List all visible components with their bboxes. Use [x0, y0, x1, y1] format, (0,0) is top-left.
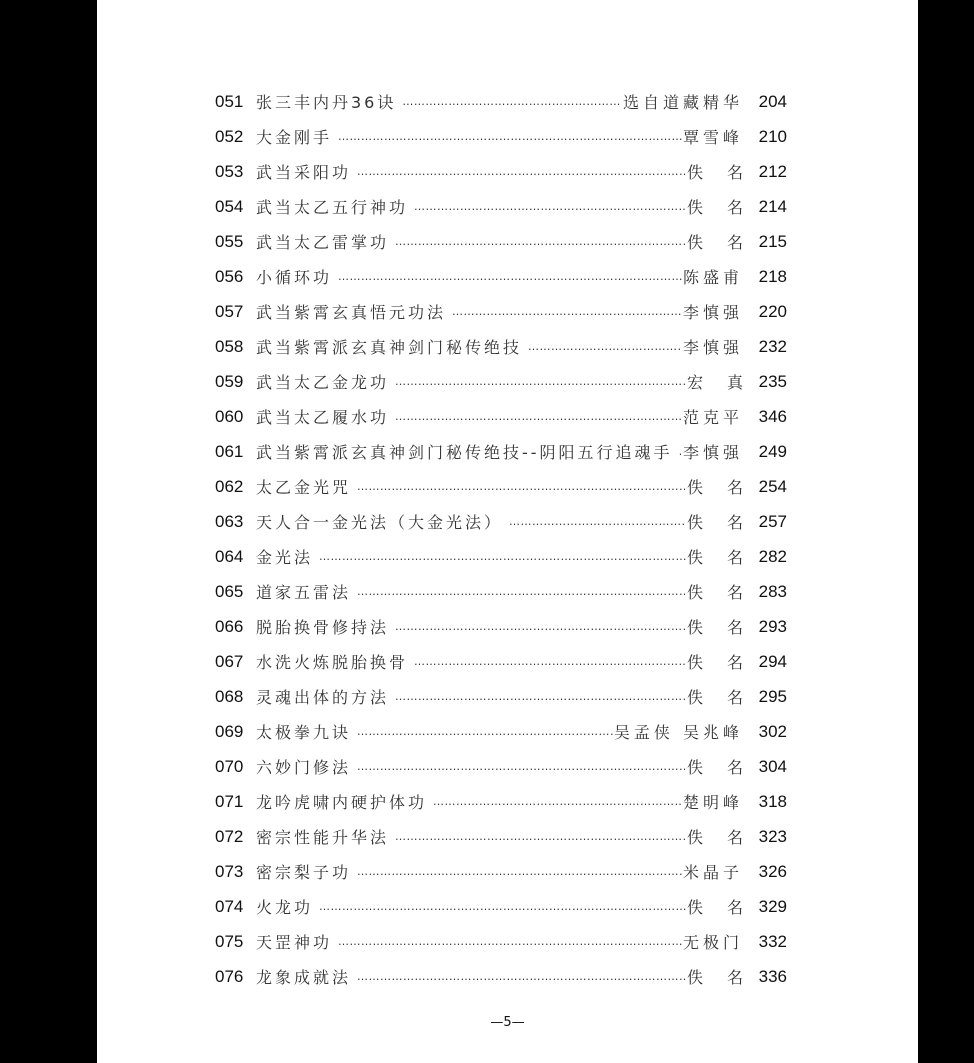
entry-author: 李慎强	[682, 443, 743, 462]
entry-page: 212	[758, 161, 787, 181]
entry-author: 吴孟侠 吴兆峰	[613, 723, 743, 742]
dot-leader	[402, 95, 622, 108]
page-number-footer: —5—	[490, 1015, 525, 1030]
entry-number: 065	[215, 581, 244, 601]
toc-entry[interactable]	[215, 504, 787, 539]
entry-author: 佚 名	[687, 653, 743, 672]
entry-number: 067	[215, 651, 244, 671]
toc-entry[interactable]	[215, 854, 787, 889]
entry-number: 066	[215, 616, 244, 636]
entry-title: 武当紫霄派玄真神剑门秘传绝技--阴阳五行追魂手	[256, 443, 673, 462]
toc-entry[interactable]	[215, 819, 787, 854]
toc-entry[interactable]	[215, 294, 787, 329]
entry-title: 武当紫霄派玄真神剑门秘传绝技	[256, 338, 523, 357]
entry-title: 天人合一金光法（大金光法）	[256, 513, 504, 532]
entry-title: 武当采阳功	[256, 163, 352, 182]
entry-number: 061	[215, 441, 244, 461]
entry-title: 张三丰内丹36诀	[256, 93, 397, 112]
entry-title: 天罡神功	[256, 933, 333, 952]
toc-entry[interactable]	[215, 364, 787, 399]
toc-entry[interactable]	[215, 609, 787, 644]
entry-page: 329	[758, 896, 787, 916]
entry-page: 336	[758, 966, 787, 986]
toc-entry[interactable]	[215, 329, 787, 364]
entry-page: 295	[758, 686, 787, 706]
entry-page: 293	[758, 616, 787, 636]
entry-title: 武当紫霄玄真悟元功法	[256, 303, 447, 322]
entry-page: 294	[758, 651, 787, 671]
dot-leader	[338, 270, 682, 283]
entry-author: 佚 名	[687, 513, 743, 532]
toc-entry[interactable]	[215, 889, 787, 924]
entry-title: 武当太乙五行神功	[256, 198, 409, 217]
dot-leader	[414, 655, 686, 668]
entry-author: 佚 名	[687, 898, 743, 917]
entry-page: 249	[758, 441, 787, 461]
entry-page: 232	[758, 336, 787, 356]
entry-title: 金光法	[256, 548, 314, 567]
entry-author: 佚 名	[687, 828, 743, 847]
entry-author: 米晶子	[682, 863, 743, 882]
entry-title: 武当太乙金龙功	[256, 373, 390, 392]
dot-leader	[357, 760, 686, 773]
toc-entry[interactable]	[215, 84, 787, 119]
toc-entry[interactable]	[215, 539, 787, 574]
entry-author: 佚 名	[687, 478, 743, 497]
entry-number: 052	[215, 126, 244, 146]
toc-entry[interactable]	[215, 399, 787, 434]
toc-entry[interactable]	[215, 259, 787, 294]
entry-number: 074	[215, 896, 244, 916]
entry-author: 覃雪峰	[682, 128, 743, 147]
entry-title: 火龙功	[256, 898, 314, 917]
entry-number: 059	[215, 371, 244, 391]
entry-author: 佚 名	[687, 233, 743, 252]
toc-entry[interactable]	[215, 749, 787, 784]
entry-author: 佚 名	[687, 548, 743, 567]
entry-title: 六妙门修法	[256, 758, 352, 777]
entry-number: 062	[215, 476, 244, 496]
entry-title: 大金刚手	[256, 128, 333, 147]
toc-entry[interactable]	[215, 119, 787, 154]
dot-leader	[433, 795, 682, 808]
entry-page: 283	[758, 581, 787, 601]
dot-leader	[395, 410, 682, 423]
toc-entry[interactable]	[215, 189, 787, 224]
entry-number: 053	[215, 161, 244, 181]
dot-leader	[395, 690, 686, 703]
entry-author: 选自道藏精华	[622, 93, 743, 112]
entry-author: 陈盛甫	[682, 268, 743, 287]
entry-page: 318	[758, 791, 787, 811]
entry-number: 054	[215, 196, 244, 216]
entry-number: 064	[215, 546, 244, 566]
toc-entry[interactable]	[215, 224, 787, 259]
entry-author: 佚 名	[687, 163, 743, 182]
entry-page: 204	[758, 91, 787, 111]
dot-leader	[338, 935, 682, 948]
entry-title: 灵魂出体的方法	[256, 688, 390, 707]
entry-title: 龙吟虎啸内硬护体功	[256, 793, 428, 812]
dot-leader	[319, 550, 686, 563]
entry-page: 220	[758, 301, 787, 321]
entry-page: 302	[758, 721, 787, 741]
toc-entry[interactable]	[215, 154, 787, 189]
entry-page: 214	[758, 196, 787, 216]
entry-title: 太乙金光咒	[256, 478, 352, 497]
entry-page: 257	[758, 511, 787, 531]
entry-number: 060	[215, 406, 244, 426]
dot-leader	[414, 200, 686, 213]
dot-leader	[357, 970, 686, 983]
toc-entry[interactable]	[215, 679, 787, 714]
entry-number: 070	[215, 756, 244, 776]
dot-leader	[452, 305, 682, 318]
entry-number: 055	[215, 231, 244, 251]
dot-leader	[357, 585, 686, 598]
entry-author: 佚 名	[687, 198, 743, 217]
entry-page: 210	[758, 126, 787, 146]
dot-leader	[395, 235, 686, 248]
dot-leader	[395, 375, 686, 388]
dot-leader	[319, 900, 686, 913]
entry-title: 小循环功	[256, 268, 333, 287]
toc-entry[interactable]	[215, 714, 787, 749]
entry-author: 无极门	[682, 933, 743, 952]
document-page	[97, 0, 918, 1063]
entry-author: 佚 名	[687, 758, 743, 777]
entry-number: 076	[215, 966, 244, 986]
toc-entry[interactable]	[215, 784, 787, 819]
entry-author: 佚 名	[687, 968, 743, 987]
dot-leader	[357, 165, 686, 178]
entry-author: 宏 真	[687, 373, 743, 392]
entry-title: 脱胎换骨修持法	[256, 618, 390, 637]
entry-title: 密宗性能升华法	[256, 828, 390, 847]
entry-title: 武当太乙履水功	[256, 408, 390, 427]
entry-page: 215	[758, 231, 787, 251]
entry-page: 254	[758, 476, 787, 496]
entry-title: 水洗火炼脱胎换骨	[256, 653, 409, 672]
entry-title: 太极拳九诀	[256, 723, 352, 742]
dot-leader	[528, 340, 682, 353]
dot-leader	[509, 515, 686, 528]
entry-number: 073	[215, 861, 244, 881]
entry-number: 057	[215, 301, 244, 321]
dot-leader	[357, 725, 613, 738]
toc-entry[interactable]	[215, 434, 787, 469]
entry-author: 佚 名	[687, 583, 743, 602]
toc-entry[interactable]	[215, 959, 787, 994]
entry-author: 李慎强	[682, 303, 743, 322]
entry-page: 304	[758, 756, 787, 776]
toc-entry[interactable]	[215, 469, 787, 504]
toc-entry[interactable]	[215, 574, 787, 609]
entry-number: 051	[215, 91, 244, 111]
entry-title: 龙象成就法	[256, 968, 352, 987]
entry-number: 056	[215, 266, 244, 286]
entry-number: 069	[215, 721, 244, 741]
entry-page: 235	[758, 371, 787, 391]
entry-page: 326	[758, 861, 787, 881]
toc-entry[interactable]	[215, 644, 787, 679]
entry-author: 佚 名	[687, 618, 743, 637]
dot-leader	[395, 830, 686, 843]
entry-page: 332	[758, 931, 787, 951]
entry-number: 071	[215, 791, 244, 811]
entry-author: 范克平	[682, 408, 743, 427]
entry-author: 李慎强	[682, 338, 743, 357]
entry-author: 楚明峰	[682, 793, 743, 812]
entry-page: 346	[758, 406, 787, 426]
entry-title: 道家五雷法	[256, 583, 352, 602]
entry-page: 323	[758, 826, 787, 846]
entry-number: 075	[215, 931, 244, 951]
entry-page: 282	[758, 546, 787, 566]
entry-page: 218	[758, 266, 787, 286]
entry-title: 密宗梨子功	[256, 863, 352, 882]
toc-entry[interactable]	[215, 924, 787, 959]
dot-leader	[679, 445, 682, 458]
entry-number: 072	[215, 826, 244, 846]
dot-leader	[357, 480, 686, 493]
table-of-contents	[215, 84, 787, 994]
dot-leader	[357, 865, 682, 878]
entry-number: 063	[215, 511, 244, 531]
dot-leader	[338, 130, 682, 143]
entry-number: 068	[215, 686, 244, 706]
entry-author: 佚 名	[687, 688, 743, 707]
dot-leader	[395, 620, 686, 633]
entry-number: 058	[215, 336, 244, 356]
entry-title: 武当太乙雷掌功	[256, 233, 390, 252]
